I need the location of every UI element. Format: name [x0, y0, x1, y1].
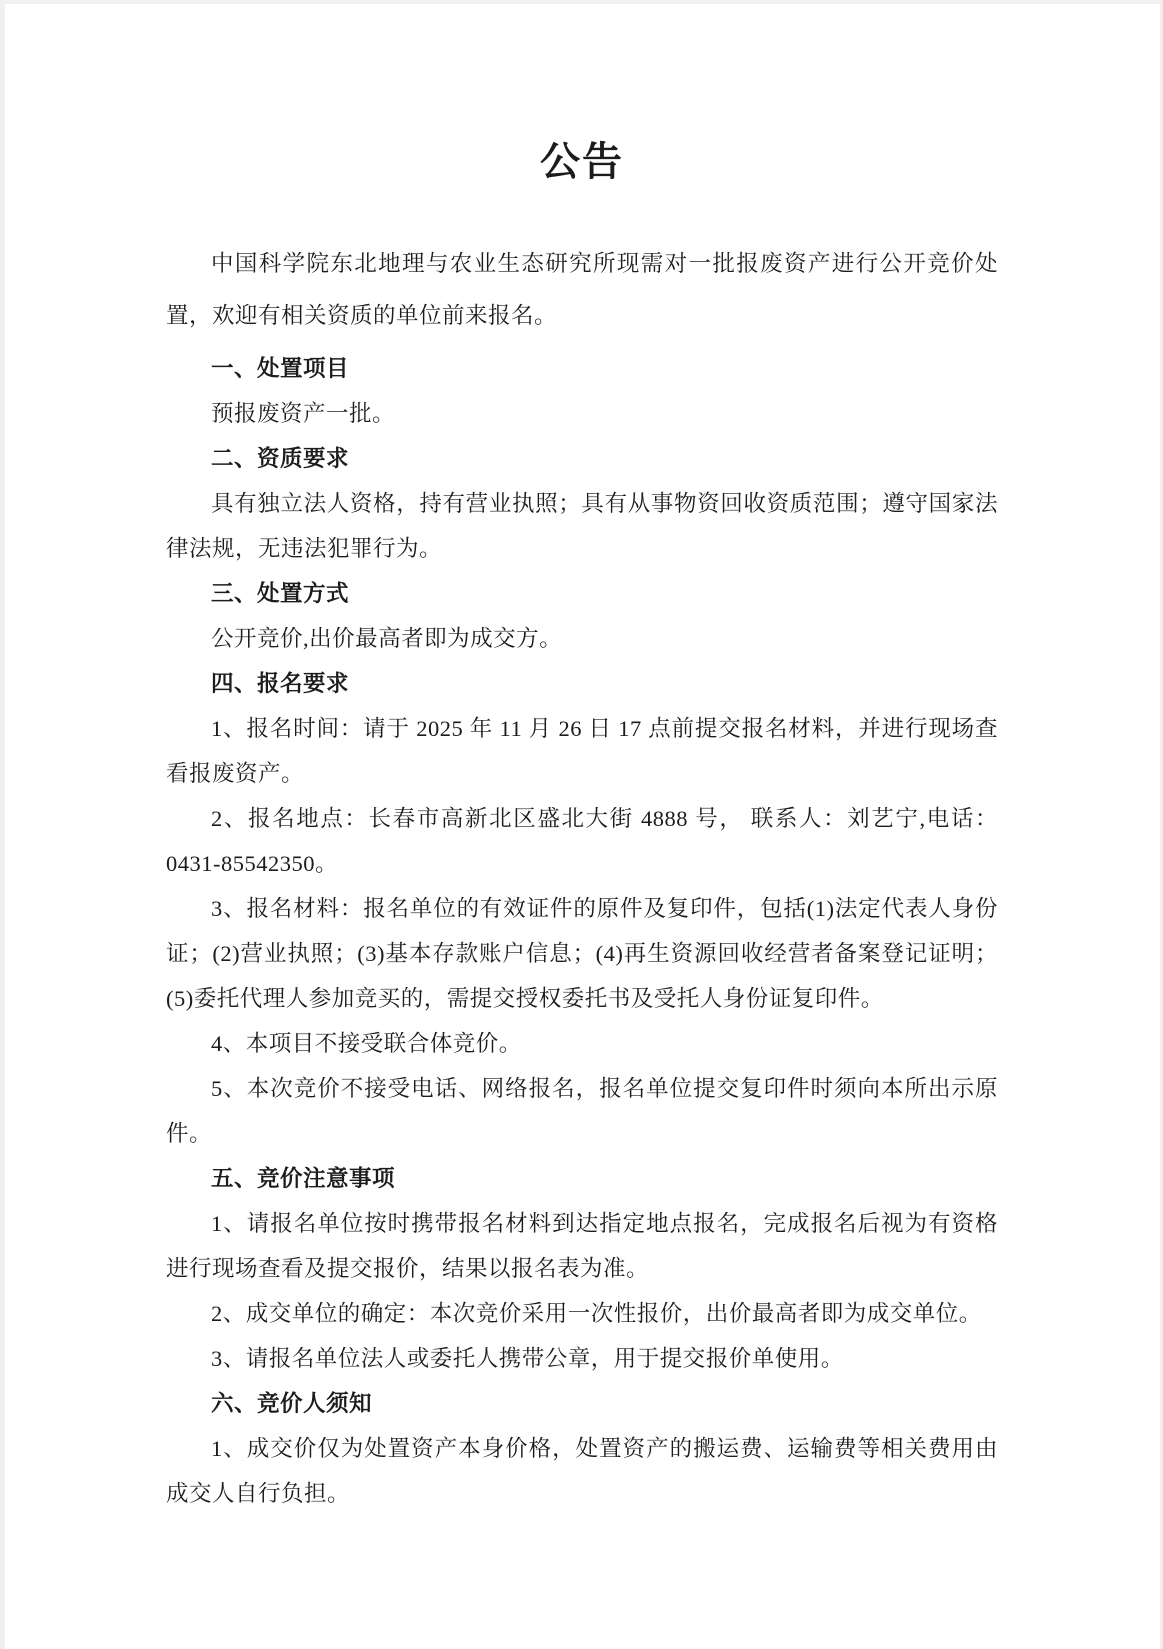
section-1-paragraph: 预报废资产一批。 — [211, 401, 396, 426]
section-6-item-1-price-scope: 1、成交价仅为处置资产本身价格，处置资产的搬运费、运输费等相关费用由成交人自行负担。 — [166, 1436, 998, 1506]
document-title: 公告 — [540, 139, 624, 184]
section-4-item-5-no-phone-online: 5、本次竞价不接受电话、网络报名，报名单位提交复印件时须向本所出示原件。 — [166, 1076, 998, 1146]
section-4-item-3-registration-materials: 3、报名材料：报名单位的有效证件的原件及复印件，包括(1)法定代表人身份证；(2)营业执照；(3)基本存款账户信息；(4)再生资源回收经营者备案登记证明；(5)委托代理人参加竞买的，需提交授权委托书及受托人身份证复印件。 — [166, 896, 998, 1011]
section-heading-6-bidder-notice: 六、竞价人须知 — [211, 1391, 373, 1416]
section-5-item-2-winner-determination: 2、成交单位的确定：本次竞价采用一次性报价，出价最高者即为成交单位。 — [211, 1301, 982, 1326]
section-3-paragraph: 公开竞价,出价最高者即为成交方。 — [211, 626, 563, 651]
section-5-item-3-bring-seal: 3、请报名单位法人或委托人携带公章，用于提交报价单使用。 — [211, 1346, 844, 1371]
section-5-item-1-bring-materials: 1、请报名单位按时携带报名材料到达指定地点报名，完成报名后视为有资格进行现场查看及提交报价，结果以报名表为准。 — [166, 1211, 998, 1281]
section-heading-1-disposal-items: 一、处置项目 — [211, 356, 350, 381]
section-4-item-4-no-consortium: 4、本项目不接受联合体竞价。 — [211, 1031, 522, 1056]
section-heading-2-qualification-requirements: 二、资质要求 — [211, 446, 350, 471]
intro-paragraph: 中国科学院东北地理与农业生态研究所现需对一批报废资产进行公开竞价处置，欢迎有相关资质的单位前来报名。 — [166, 251, 998, 328]
section-heading-3-disposal-method: 三、处置方式 — [211, 581, 350, 606]
section-heading-5-bidding-notes: 五、竞价注意事项 — [211, 1166, 396, 1191]
document-page — [5, 4, 1160, 1649]
section-2-paragraph: 具有独立法人资格，持有营业执照；具有从事物资回收资质范围；遵守国家法律法规，无违法犯罪行为。 — [166, 491, 998, 561]
section-heading-4-registration-requirements: 四、报名要求 — [211, 671, 350, 696]
section-4-item-1-registration-time: 1、报名时间：请于 2025 年 11 月 26 日 17 点前提交报名材料，并进行现场查看报废资产。 — [166, 716, 998, 786]
section-4-item-2-registration-location: 2、报名地点：长春市高新北区盛北大街 4888 号， 联系人：刘艺宁,电话：0431-85542350。 — [166, 806, 998, 876]
